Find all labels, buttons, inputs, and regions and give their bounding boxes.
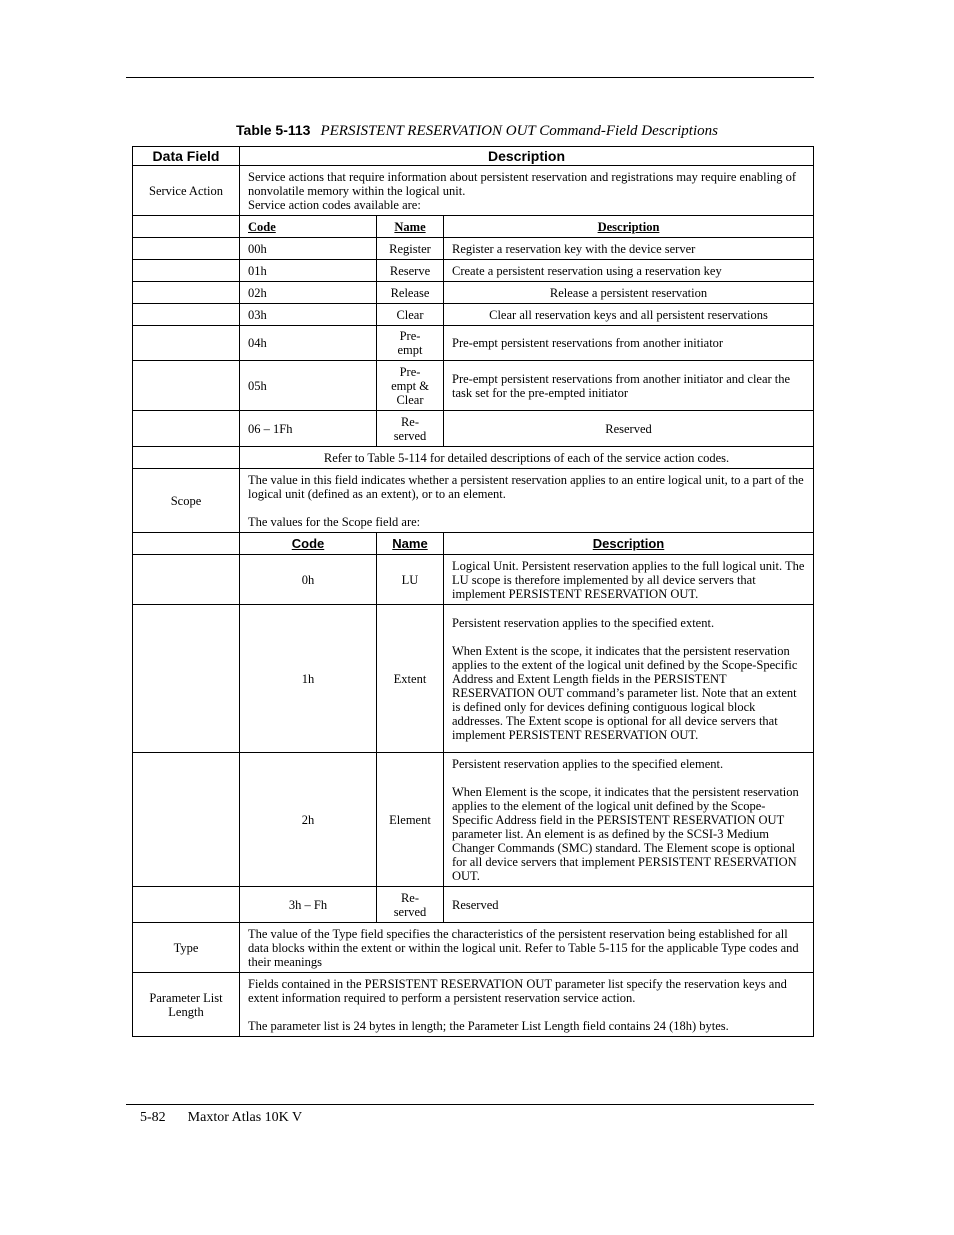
data-field-header: Data Field [133,147,240,166]
empty-cell [133,282,240,304]
service-action-text: Service actions that require information about persistent reservation and registrations may require enabling of nonvolatile memory within the logical unit. [248,169,797,198]
name-subheader: Name [377,216,444,238]
code-cell: 0h [240,555,377,605]
code-cell: 1h [240,605,377,753]
empty-cell [133,216,240,238]
scope-row [133,469,814,533]
service-action-subheader-row [133,216,814,238]
table-row [133,326,814,361]
table-row [133,887,814,923]
name-cell: Element [377,753,444,887]
description-subheader: Description [444,533,814,555]
page-footer [140,1110,302,1126]
code-cell: 00h [240,238,377,260]
service-action-label: Service Action [133,166,240,216]
table-row [133,753,814,887]
description-cell: Reserved [444,887,814,923]
empty-cell [133,753,240,887]
description-cell [444,605,814,753]
empty-cell [133,361,240,411]
code-cell: 06 – 1Fh [240,411,377,447]
description-header: Description [240,147,814,166]
empty-cell [133,326,240,361]
name-subheader: Name [377,533,444,555]
name-cell: Extent [377,605,444,753]
code-subheader: Code [240,216,377,238]
name-cell: Register [377,238,444,260]
table-caption [0,122,954,140]
footer-rule [126,1104,814,1105]
product-name: Maxtor Atlas 10K V [187,1110,303,1125]
service-action-row [133,166,814,216]
header-rule [126,77,814,78]
description-cell: Register a reservation key with the device server [444,238,814,260]
parameter-list-description [240,973,814,1037]
code-cell: 3h – Fh [240,887,377,923]
empty-cell [133,260,240,282]
parameter-list-text: Fields contained in the PERSISTENT RESERVATION OUT parameter list specify the reservation keys and extent information required to perform a persistent reservation service action. [248,976,787,1005]
code-cell: 01h [240,260,377,282]
refer-text: Refer to Table 5-114 for detailed descriptions of each of the service action codes. [240,447,814,469]
description-text: When Extent is the scope, it indicates that the persistent reservation applies to the extent of the logical unit defined by the Scope-Specific Address and Extent Length fields in the PERSISTENT RESERVATION OUT command’s parameter list. Note that an extent is defined only for devices defining contiguous logical block addresses. The Extent scope is optional for all device servers that implement PERSISTENT RESERVATION OUT. [452,643,798,742]
name-cell: Clear [377,304,444,326]
table-row [133,260,814,282]
description-text: Persistent reservation applies to the specified extent. [452,615,715,630]
command-field-table [132,146,814,1037]
table-row [133,555,814,605]
description-cell: Clear all reservation keys and all persistent reservations [444,304,814,326]
name-cell: Reserve [377,260,444,282]
description-subheader: Description [444,216,814,238]
type-row [133,923,814,973]
type-description: The value of the Type field specifies the characteristics of the persistent reservation being established for all data blocks within the extent or within the logical unit. Refer to Table 5-115 for the applicable Type codes and their meanings [240,923,814,973]
description-cell: Pre-empt persistent reservations from another initiator and clear the task set for the pre-empted initiator [444,361,814,411]
empty-cell [133,238,240,260]
empty-cell [133,411,240,447]
code-cell: 02h [240,282,377,304]
parameter-list-row [133,973,814,1037]
table-row [133,238,814,260]
scope-text: The value in this field indicates whether a persistent reservation applies to an entire logical unit, to a part of the logical unit (defined as an extent), or to an element. [248,472,804,501]
caption-title: PERSISTENT RESERVATION OUT Command-Field Descriptions [320,123,718,139]
empty-cell [133,533,240,555]
empty-cell [133,447,240,469]
scope-description [240,469,814,533]
parameter-list-label: Parameter List Length [133,973,240,1037]
name-cell: Re-served [377,887,444,923]
table-header-row [133,147,814,166]
empty-cell [133,304,240,326]
name-cell: Release [377,282,444,304]
description-cell: Create a persistent reservation using a reservation key [444,260,814,282]
scope-label: Scope [133,469,240,533]
table-row [133,411,814,447]
service-action-description [240,166,814,216]
page-number: 5-82 [140,1110,166,1125]
description-cell: Reserved [444,411,814,447]
refer-row [133,447,814,469]
name-cell: Re-served [377,411,444,447]
table-row [133,282,814,304]
table-row [133,304,814,326]
description-text: When Element is the scope, it indicates that the persistent reservation applies to the element of the logical unit defined by the Scope-Specific Address field in the PERSISTENT RESERVATION OUT parameter list. An element is as defined by the SCSI-3 Medium Changer Commands (SMC) standard. The Element scope is optional for all device servers that implement PERSISTENT RESERVATION OUT. [452,784,799,883]
type-label: Type [133,923,240,973]
service-action-codes-intro: Service action codes available are: [248,197,421,212]
parameter-list-length-text: The parameter list is 24 bytes in length; the Parameter List Length field contains 24 (18h) bytes. [248,1018,729,1033]
description-cell: Logical Unit. Persistent reservation applies to the full logical unit. The LU scope is therefore implemented by all device servers that implement PERSISTENT RESERVATION OUT. [444,555,814,605]
code-cell: 04h [240,326,377,361]
description-cell [444,753,814,887]
empty-cell [133,555,240,605]
description-cell: Pre-empt persistent reservations from another initiator [444,326,814,361]
empty-cell [133,605,240,753]
description-cell: Release a persistent reservation [444,282,814,304]
table-row [133,605,814,753]
table-row [133,361,814,411]
description-text: Persistent reservation applies to the specified element. [452,756,724,771]
scope-values-intro: The values for the Scope field are: [248,514,421,529]
name-cell: Pre-empt [377,326,444,361]
code-subheader: Code [240,533,377,555]
code-cell: 05h [240,361,377,411]
caption-number: Table 5-113 [236,122,311,138]
code-cell: 03h [240,304,377,326]
code-cell: 2h [240,753,377,887]
name-cell: LU [377,555,444,605]
empty-cell [133,887,240,923]
name-cell: Pre-empt & Clear [377,361,444,411]
scope-subheader-row [133,533,814,555]
